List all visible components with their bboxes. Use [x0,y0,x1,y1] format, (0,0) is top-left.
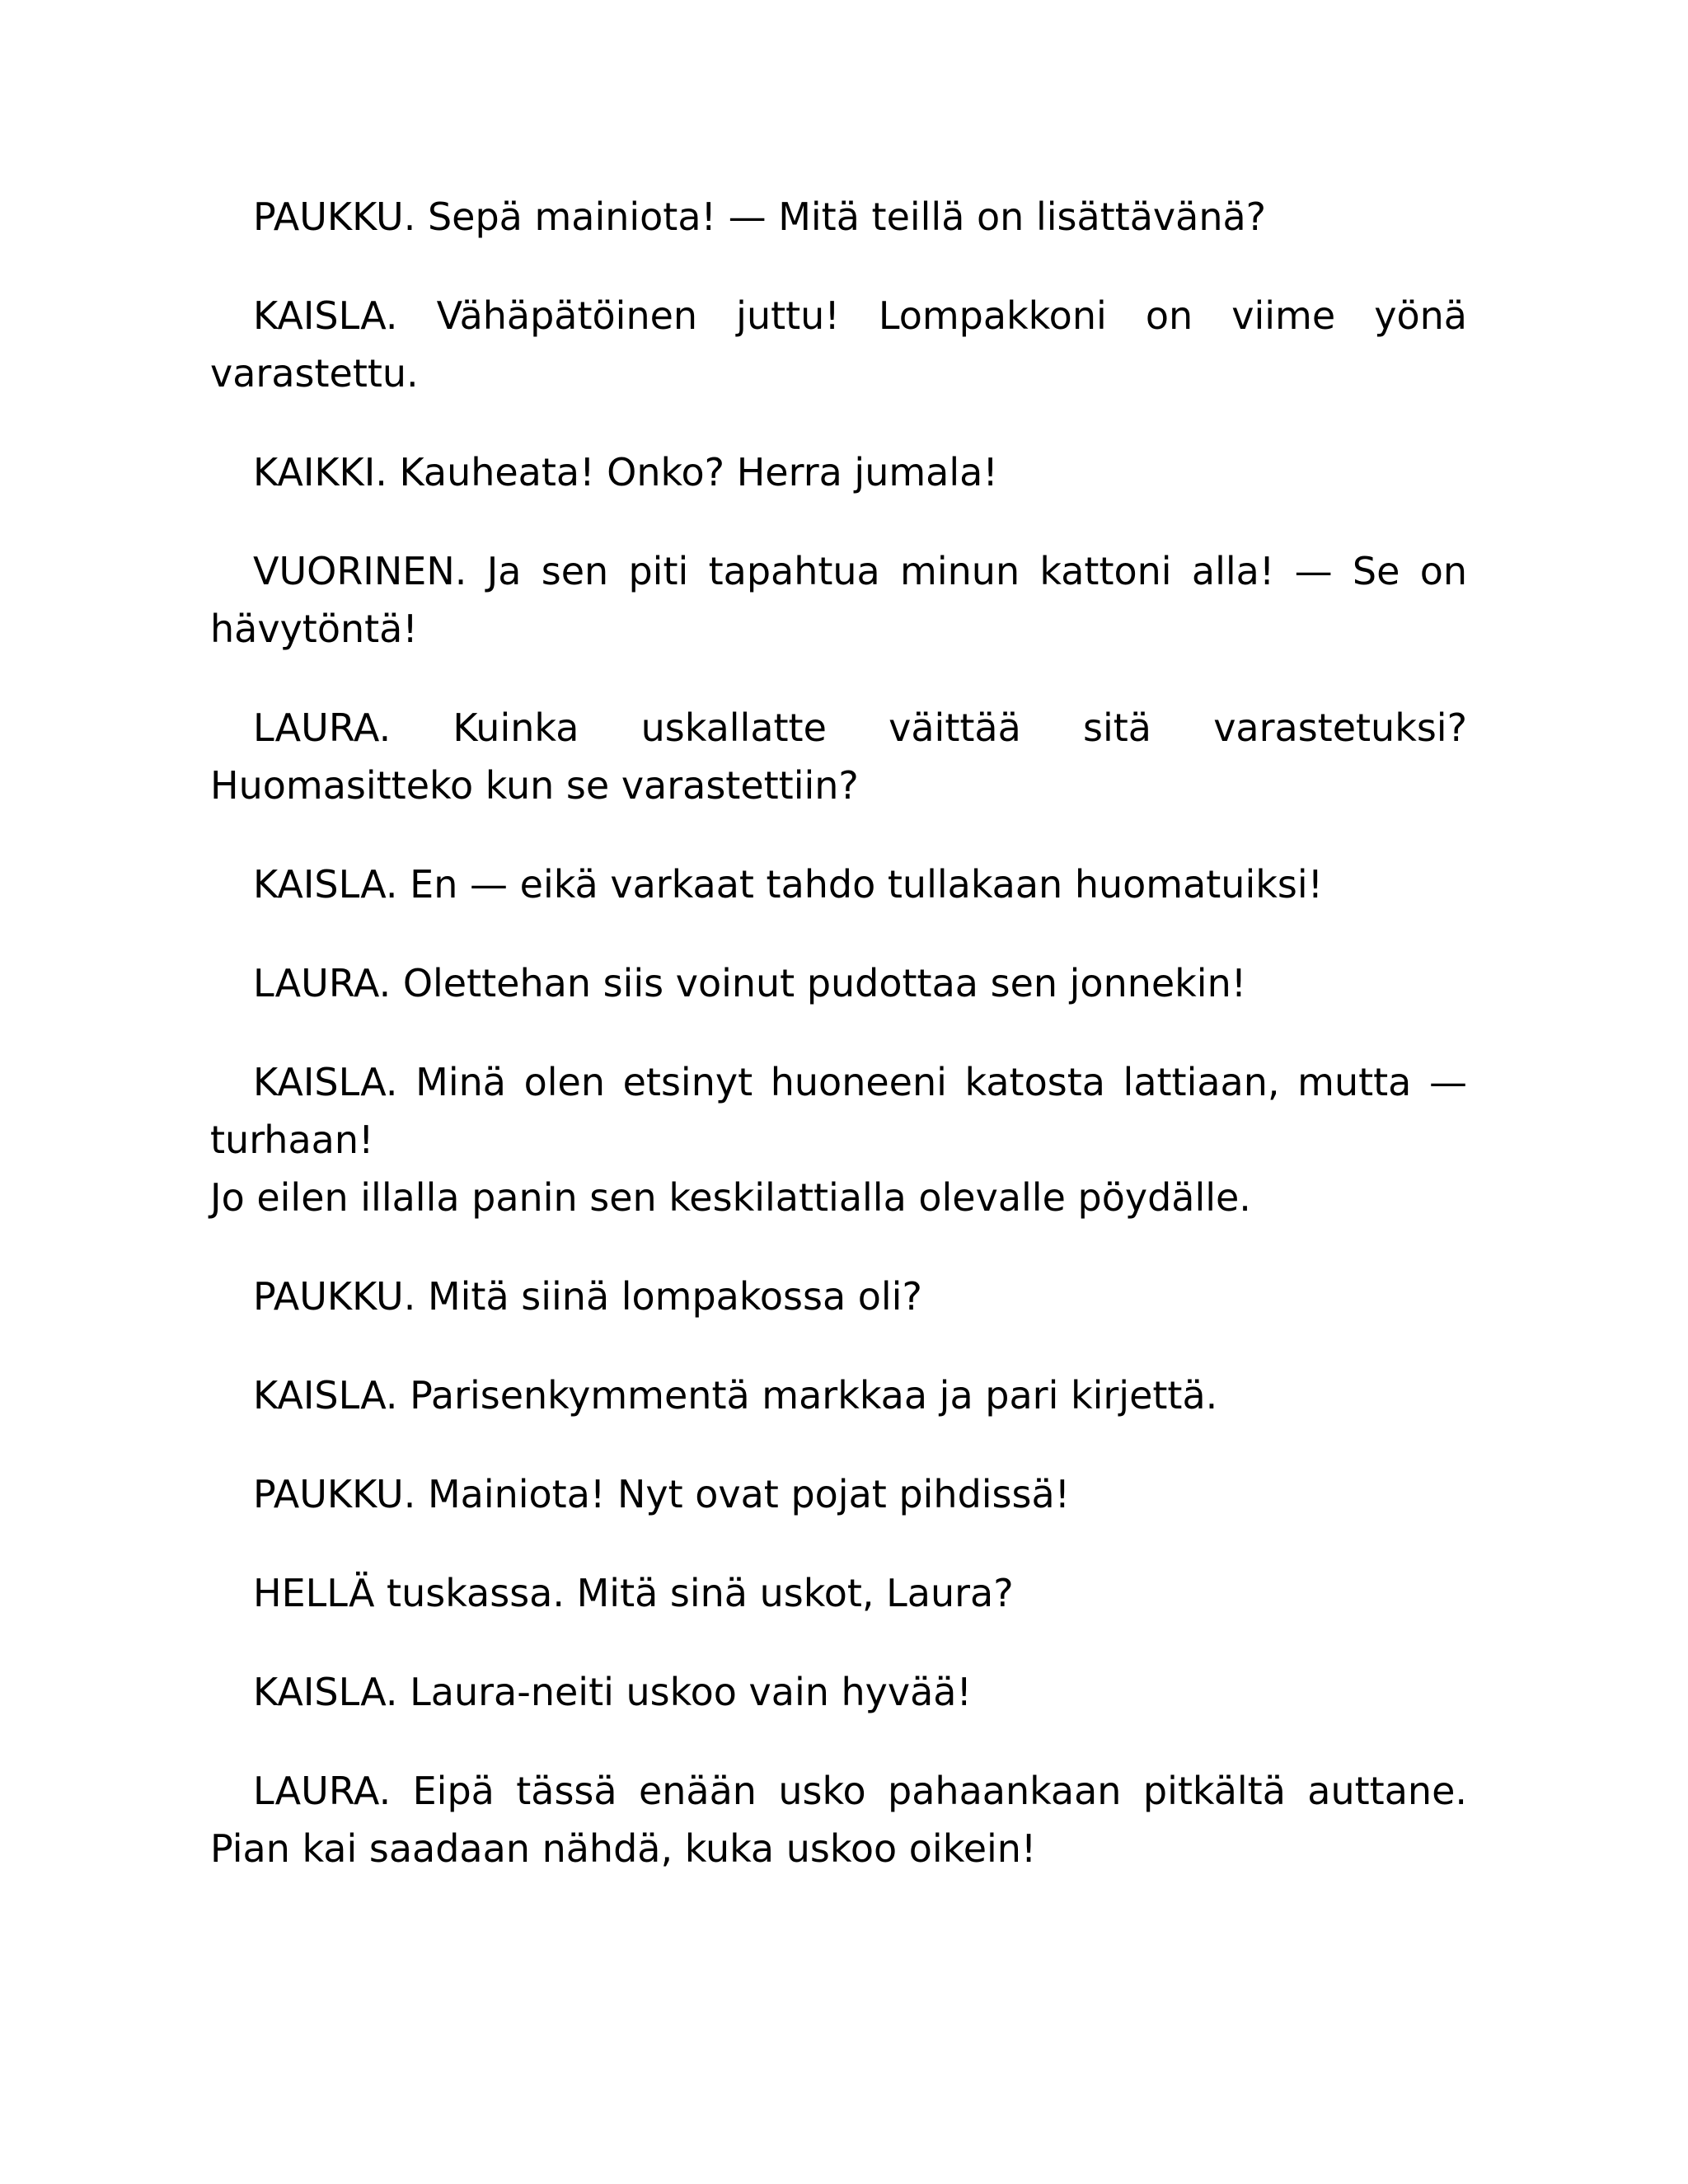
dialogue-paragraph: PAUKKU. Mainiota! Nyt ovat pojat pihdissä! [253,1472,1071,1516]
dialogue-paragraph: KAIKKI. Kauheata! Onko? Herra jumala! [253,450,998,494]
dialogue-paragraph-group [210,1053,1467,1226]
dialogue-paragraph: KAISLA. Minä olen etsinyt huoneeni katosta lattiaan, mutta — turhaan! [210,1060,1467,1162]
dialogue-paragraph: LAURA. Eipä tässä enään usko pahaankaan pitkältä auttane. Pian kai saadaan nähdä, kuka uskoo oikein! [210,1769,1467,1871]
dialogue-paragraph: PAUKKU. Sepä mainiota! — Mitä teillä on lisättävänä? [253,194,1267,239]
dialogue-paragraph: KAISLA. Parisenkymmentä markkaa ja pari kirjettä. [253,1373,1218,1418]
dialogue-paragraph: LAURA. Olettehan siis voinut pudottaa sen jonnekin! [253,961,1247,1005]
document-page [210,188,1467,1919]
dialogue-continuation: Jo eilen illalla panin sen keskilattialla olevalle pöydälle. [210,1175,1251,1220]
dialogue-paragraph: KAISLA. Vähäpätöinen juttu! Lompakkoni on viime yönä varastettu. [210,293,1467,396]
dialogue-paragraph: VUORINEN. Ja sen piti tapahtua minun kattoni alla! — Se on hävytöntä! [210,549,1467,651]
dialogue-paragraph: HELLÄ tuskassa. Mitä sinä uskot, Laura? [253,1571,1014,1615]
dialogue-paragraph: KAISLA. Laura-neiti uskoo vain hyvää! [253,1670,972,1714]
dialogue-paragraph: LAURA. Kuinka uskallatte väittää sitä varastetuksi? Huomasitteko kun se varastettiin? [210,705,1467,808]
dialogue-paragraph: PAUKKU. Mitä siinä lompakossa oli? [253,1274,922,1319]
dialogue-paragraph: KAISLA. En — eikä varkaat tahdo tullakaan huomatuiksi! [253,862,1324,907]
